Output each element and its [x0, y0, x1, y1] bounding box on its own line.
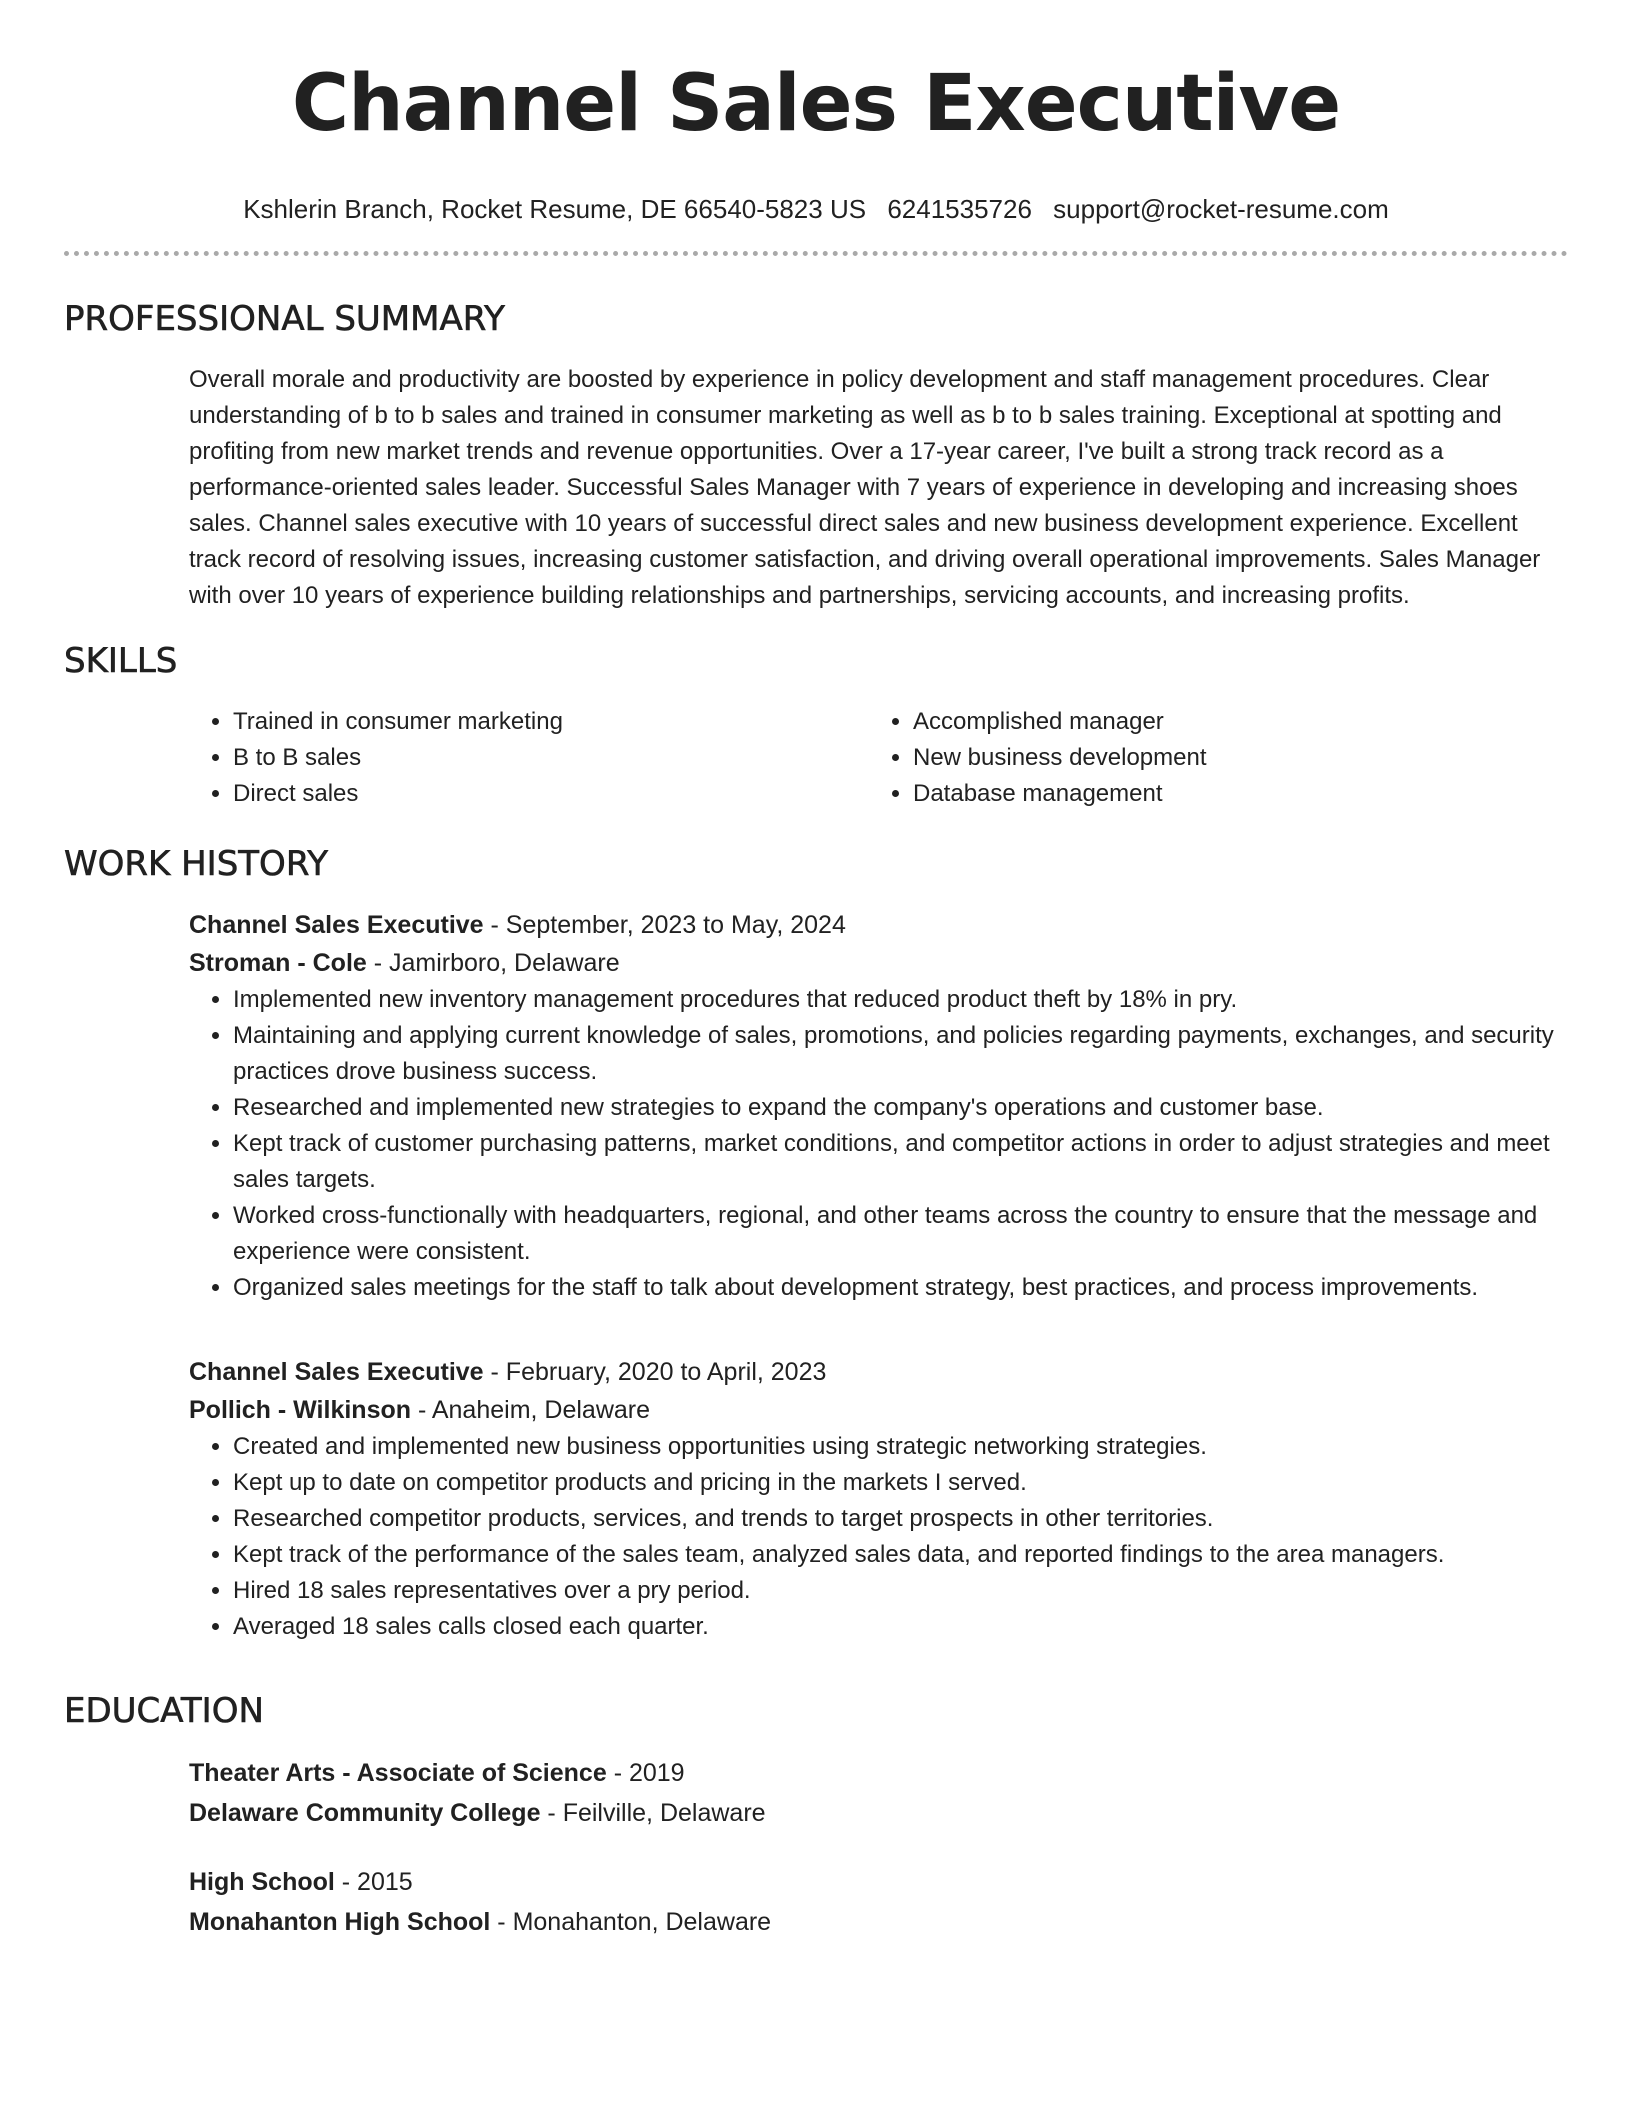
job-bullet: • Kept up to date on competitor products and pricing in the markets I served.: [233, 1465, 1569, 1501]
skill-item: • Direct sales: [233, 776, 869, 812]
contact-line: [0, 192, 1632, 226]
contact-phone: 6241535726: [887, 194, 1032, 224]
education-school-line: [189, 1902, 1569, 1942]
job-bullet: • Averaged 18 sales calls closed each quarter.: [233, 1609, 1569, 1645]
education-year: - 2015: [334, 1868, 413, 1896]
candidate-title: Channel Sales Executive: [291, 59, 1341, 149]
education-school-line: [189, 1793, 1569, 1833]
skill-item: • Accomplished manager: [913, 704, 1549, 740]
education-entry: [189, 1862, 1569, 1942]
education-entry: [189, 1753, 1569, 1833]
summary-heading: PROFESSIONAL SUMMARY: [64, 299, 505, 339]
education-year: - 2019: [606, 1759, 685, 1787]
job-bullet: • Researched and implemented new strategies to expand the company's operations and customer base.: [233, 1090, 1569, 1126]
job-bullet: • Implemented new inventory management procedures that reduced product theft by 18% in pry.: [233, 982, 1569, 1018]
skills-list-right: [869, 704, 1549, 812]
job-title-line: [189, 1353, 1569, 1391]
job-bullet: • Created and implemented new business opportunities using strategic networking strategies.: [233, 1429, 1569, 1465]
work-heading: WORK HISTORY: [64, 844, 329, 884]
job-bullet: • Researched competitor products, services, and trends to target prospects in other territories.: [233, 1501, 1569, 1537]
contact-email: support@rocket-resume.com: [1053, 194, 1389, 224]
job-bullet: • Organized sales meetings for the staff to talk about development strategy, best practices, and process improvements.: [233, 1270, 1569, 1306]
education-degree: High School: [189, 1868, 335, 1896]
job-dates: - September, 2023 to May, 2024: [483, 911, 846, 939]
skill-item: • Trained in consumer marketing: [233, 704, 869, 740]
contact-address: Kshlerin Branch, Rocket Resume, DE 66540-5823 US: [243, 194, 867, 224]
job-entry: [189, 906, 1569, 1306]
job-company: Stroman - Cole: [189, 949, 367, 977]
job-bullets: [189, 982, 1569, 1306]
education-school: Delaware Community College: [189, 1799, 541, 1827]
job-bullets: [189, 1429, 1569, 1645]
job-bullet: • Kept track of the performance of the sales team, analyzed sales data, and reported findings to the area managers.: [233, 1537, 1569, 1573]
job-bullet: • Hired 18 sales representatives over a pry period.: [233, 1573, 1569, 1609]
job-entry: [189, 1353, 1569, 1645]
education-location: - Feilville, Delaware: [540, 1799, 766, 1827]
skill-item: • B to B sales: [233, 740, 869, 776]
job-bullet: • Worked cross-functionally with headquarters, regional, and other teams across the country to ensure that the message and experience were consistent.: [233, 1198, 1569, 1270]
job-bullet: • Kept track of customer purchasing patterns, market conditions, and competitor actions in order to adjust strategies and meet sales targets.: [233, 1126, 1569, 1198]
job-dates: - February, 2020 to April, 2023: [483, 1358, 827, 1386]
job-position: Channel Sales Executive: [189, 911, 484, 939]
job-title-line: [189, 906, 1569, 944]
education-heading: EDUCATION: [64, 1691, 264, 1731]
resume-header: [0, 0, 1632, 226]
header-divider: [64, 251, 1568, 256]
skills-heading: SKILLS: [64, 641, 178, 681]
job-position: Channel Sales Executive: [189, 1358, 484, 1386]
job-location: - Jamirboro, Delaware: [366, 949, 620, 977]
skills-section: [189, 704, 1549, 812]
education-degree-line: [189, 1862, 1569, 1902]
job-company-line: [189, 944, 1569, 982]
education-school: Monahanton High School: [189, 1908, 491, 1936]
summary-text: Overall morale and productivity are boosted by experience in policy development and staff management procedures. Clear understanding of b to b sales and trained in consumer marketing as well as b to b sales training. Exceptional at spotting and profiting from new market trends and revenue opportunities. Over a 17-year career, I've built a strong track record as a performance-oriented sales leader. Successful Sales Manager with 7 years of experience in developing and increasing shoes sales. Channel sales executive with 10 years of successful direct sales and new business development experience. Excellent track record of resolving issues, increasing customer satisfaction, and driving overall operational improvements. Sales Manager with over 10 years of experience building relationships and partnerships, servicing accounts, and increasing profits.: [189, 366, 1541, 609]
education-location: - Monahanton, Delaware: [490, 1908, 772, 1936]
skills-list-left: [189, 704, 869, 812]
summary-section: [189, 362, 1569, 614]
job-company: Pollich - Wilkinson: [189, 1396, 412, 1424]
job-location: - Anaheim, Delaware: [411, 1396, 651, 1424]
job-company-line: [189, 1391, 1569, 1429]
skill-item: • Database management: [913, 776, 1549, 812]
education-degree-line: [189, 1753, 1569, 1793]
education-degree: Theater Arts - Associate of Science: [189, 1759, 607, 1787]
skill-item: • New business development: [913, 740, 1549, 776]
job-bullet: • Maintaining and applying current knowledge of sales, promotions, and policies regarding payments, exchanges, and security practices drove business success.: [233, 1018, 1569, 1090]
